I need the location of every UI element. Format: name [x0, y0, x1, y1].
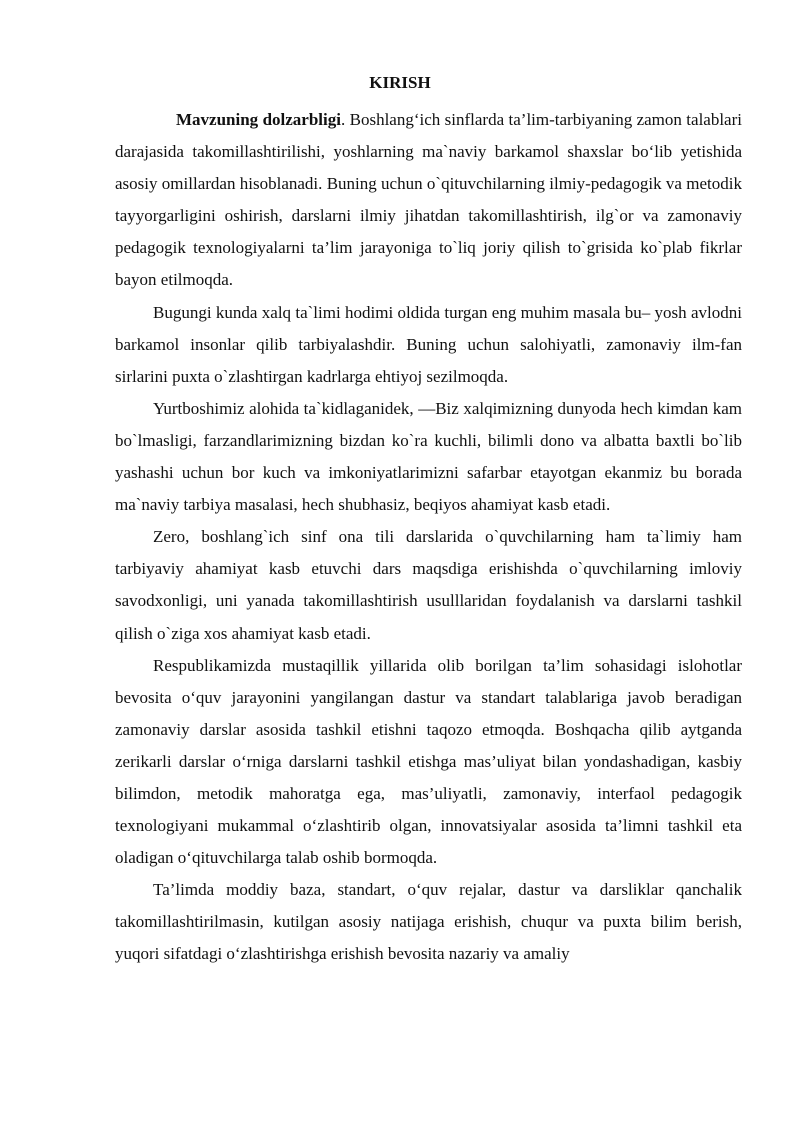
paragraph: Yurtboshimiz alohida ta`kidlaganidek, ―Biz xalqimizning dunyoda hech kimdan kam bo`lmasligi, farzandlarimizning bizdan ko`ra kuchli, bilimli dono va albatta baxtli bo`lib yashashi uchun bor kuch va imkoniyatlarimizni safarbar etayotgan ekanmiz bu borada ma`naviy tarbiya masalasi, hech shubhasiz, beqiyos ahamiyat kasb etadi.: [115, 398, 742, 515]
paragraph-lead: Mavzuning dolzarbligi: [176, 110, 341, 129]
paragraph: Bugungi kunda xalq ta`limi hodimi oldida turgan eng muhim masala bu– yosh avlodni barkamol insonlar qilib tarbiyalashdir. Buning uchun salohiyatli, zamonaviy ilm-fan sirlarini puxta o`zlashtirgan kadrlarga ehtiyoj sezilmoqda.: [115, 302, 742, 386]
paragraph-text: . Boshlang‘ich sinflarda ta’lim-tarbiyaning zamon talablari darajasida takomillashtirilishi, yoshlarning ma`naviy barkamol shaxslar bo‘lib yetishida asosiy omillardan hisoblanadi. Buning uchun o`qituvchilarning ilmiy-pedagogik va metodik tayyorgarligini oshirish, darslarni ilmiy jihatdan takomillashtirish, ilg`or va zamonaviy pedagogik texnologiyalarni ta’lim jarayoniga to`liq joriy qilish to`grisida ko`plab fikrlar bayon etilmoqda.: [115, 110, 742, 290]
paragraph: Respublikamizda mustaqillik yillarida olib borilgan ta’lim sohasidagi islohotlar bevosita o‘quv jarayonini yangilangan dastur va standart talablariga javob beradigan zamonaviy darslar asosida tashkil etishni taqozo etmoqda. Boshqacha qilib aytganda zerikarli darslar o‘rniga darslarni tashkil etishga mas’uliyat bilan yondashadigan, kasbiy bilimdon, metodik mahoratga ega, mas’uliyatli, zamonaviy, interfaol pedagogik texnologiyani mukammal o‘zlashtirib olgan, innovatsiyalar asosida ta’limni tashkil eta oladigan o‘qituvchilarga talab oshib bormoqda.: [115, 655, 742, 868]
page-title: KIRISH: [369, 73, 431, 92]
document-body: [115, 104, 742, 971]
paragraph: Ta’limda moddiy baza, standart, o‘quv rejalar, dastur va darsliklar qanchalik takomillashtirilmasin, kutilgan asosiy natijaga erishish, chuqur va puxta bilim berish, yuqori sifatdagi o‘zlashtirishga erishish bevosita nazariy va amaliy: [115, 880, 742, 964]
paragraph-relevance: [115, 104, 742, 297]
paragraph: Zero, boshlang`ich sinf ona tili darslarida o`quvchilarning ham ta`limiy ham tarbiyaviy ahamiyat kasb etuvchi dars maqsdiga erishishda o`quvchilarning imloviy savodxonligi, uni yanada takomillashtirish usulllaridan foydalanish va darslarni tashkil qilish o`ziga xos ahamiyat kasb etadi.: [115, 527, 742, 643]
